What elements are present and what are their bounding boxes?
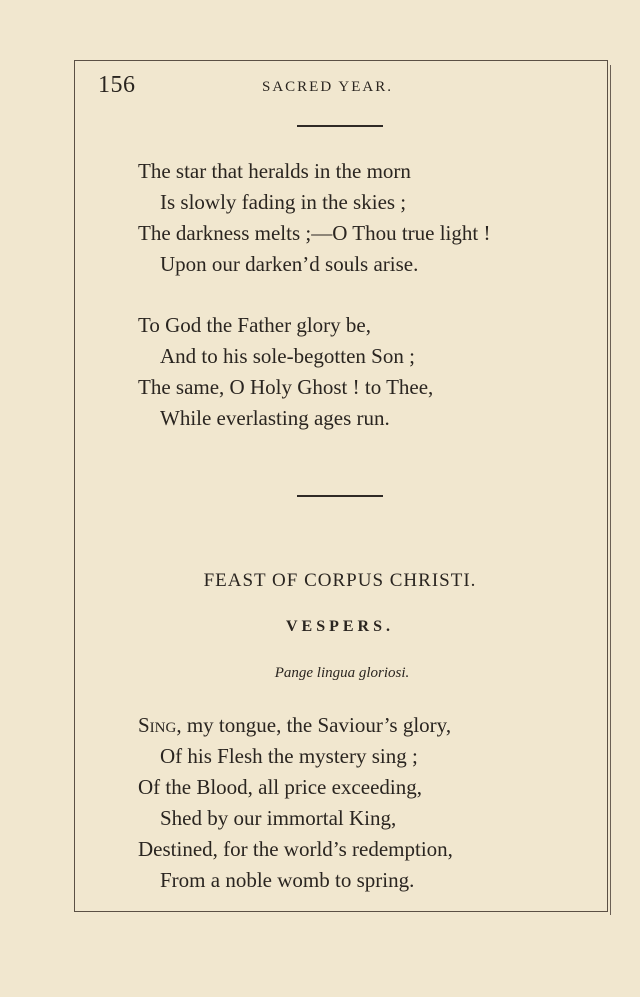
verse-line: To God the Father glory be,	[138, 313, 371, 337]
verse-line: The darkness melts ;—O Thou true light !	[138, 221, 491, 245]
verse-line: Shed by our immortal King,	[160, 806, 397, 830]
drop-word: Sing	[138, 713, 177, 737]
hymn-incipit: Pange lingua gloriosi.	[274, 665, 410, 681]
verse-line: Upon our darken’d souls arise.	[160, 252, 419, 276]
verse-line: The star that heralds in the morn	[138, 159, 411, 183]
doxology-stanza	[138, 310, 433, 434]
verse-line: From a noble womb to spring.	[160, 868, 415, 892]
verse-line: And to his sole-begotten Son ;	[160, 344, 415, 368]
hymn-stanza	[138, 156, 490, 280]
verse-line-first	[138, 710, 453, 741]
verse-line: Of the Blood, all price exceeding,	[138, 775, 422, 799]
section-title: FEAST OF CORPUS CHRISTI.	[203, 570, 477, 591]
verse-line: Of his Flesh the mystery sing ;	[160, 744, 418, 768]
verse-line: The same, O Holy Ghost ! to Thee,	[138, 375, 434, 399]
section-divider-rule	[297, 495, 383, 497]
page-number: 156	[98, 72, 136, 98]
running-head: SACRED YEAR.	[262, 79, 393, 95]
verse-line: Destined, for the world’s redemption,	[138, 837, 453, 861]
header-rule	[297, 125, 383, 127]
subsection-title: VESPERS.	[285, 618, 395, 635]
verse-line: Is slowly fading in the skies ;	[160, 190, 407, 214]
hymn-stanza-first	[138, 710, 453, 896]
verse-line: While everlasting ages run.	[160, 406, 390, 430]
first-line-rest: , my tongue, the Saviour’s glory,	[176, 713, 452, 737]
